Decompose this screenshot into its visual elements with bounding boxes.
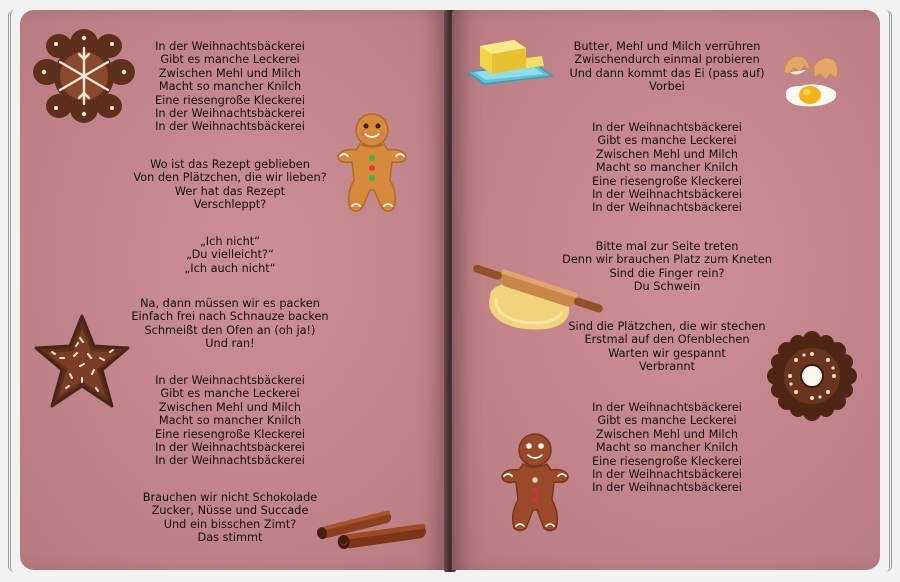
lyric-line: „Ich auch nicht“ xyxy=(184,261,276,275)
lyric-line: Gibt es manche Leckerei xyxy=(160,53,300,67)
chocolate-flower-cookie-icon xyxy=(766,330,858,422)
lyric-line: Und ein bisschen Zimt? xyxy=(163,517,297,531)
lyric-line: Erstmal auf den Ofenblechen xyxy=(584,333,750,347)
lyric-line: Verbrannt xyxy=(639,360,695,374)
lyric-line: „Du vielleicht?“ xyxy=(186,248,274,262)
lyric-line: Na, dann müssen wir es packen xyxy=(140,297,320,310)
lyric-line: In der Weihnachtsbäckerei xyxy=(155,107,305,121)
lyric-line: Bitte mal zur Seite treten xyxy=(595,240,739,253)
lyric-line: In der Weihnachtsbäckerei xyxy=(592,401,742,414)
lyric-line: In der Weihnachtsbäckerei xyxy=(155,40,305,53)
lyric-line: In der Weihnachtsbäckerei xyxy=(592,121,742,134)
lyric-line: „Ich nicht“ xyxy=(199,235,261,248)
lyric-line: Sind die Finger rein? xyxy=(609,266,725,280)
stanza-refrain xyxy=(567,121,767,215)
gingerbread-man-icon xyxy=(332,110,412,216)
lyric-line: Eine riesengroße Kleckerei xyxy=(154,427,306,441)
lyric-line: Einfach frei nach Schnauze backen xyxy=(131,310,329,324)
butter-icon xyxy=(464,32,556,92)
lyric-line: Macht so mancher Knilch xyxy=(158,414,302,428)
lyric-line: Du Schwein xyxy=(633,280,701,294)
lyric-line: Denn wir brauchen Platz zum Kneten xyxy=(562,253,772,267)
lyric-line: Zwischendurch einmal probieren xyxy=(574,53,760,67)
stanza-packen xyxy=(110,297,350,351)
lyric-line: Zwischen Mehl und Milch xyxy=(595,427,739,441)
lyric-line: Macht so mancher Knilch xyxy=(595,161,739,175)
lyric-line: In der Weihnachtsbäckerei xyxy=(592,481,742,495)
lyric-line: In der Weihnachtsbäckerei xyxy=(155,120,305,134)
lyric-line: Wo ist das Rezept geblieben xyxy=(150,158,310,171)
lyric-line: In der Weihnachtsbäckerei xyxy=(155,454,305,468)
gingerbread-man-icon xyxy=(496,430,574,534)
lyric-line: Schmeißt den Ofen an (oh ja!) xyxy=(144,323,316,337)
star-cookie-icon xyxy=(30,312,134,412)
lyric-line: Eine riesengroße Kleckerei xyxy=(591,454,743,468)
lyric-line: Sind die Plätzchen, die wir stechen xyxy=(568,320,766,333)
lyric-line: Eine riesengroße Kleckerei xyxy=(154,93,306,107)
lyric-line: In der Weihnachtsbäckerei xyxy=(592,188,742,202)
rolling-pin-dough-icon xyxy=(464,258,608,334)
lyric-line: Gibt es manche Leckerei xyxy=(597,414,737,428)
cinnamon-sticks-icon xyxy=(312,505,432,557)
stanza-refrain xyxy=(567,401,767,495)
lyric-line: Macht so mancher Knilch xyxy=(595,441,739,455)
lyric-line: In der Weihnachtsbäckerei xyxy=(155,374,305,387)
lyric-line: Zwischen Mehl und Milch xyxy=(158,66,302,80)
stanza-schokolade xyxy=(115,491,345,545)
lyric-line: Gibt es manche Leckerei xyxy=(160,387,300,401)
lyric-line: In der Weihnachtsbäckerei xyxy=(592,201,742,215)
lyric-line: Und dann kommt das Ei (pass auf) xyxy=(569,66,765,80)
stanza-butter xyxy=(542,40,792,94)
stanza-rezept xyxy=(110,158,350,212)
lyric-line: Wer hat das Rezept xyxy=(174,184,286,198)
lyric-line: Zwischen Mehl und Milch xyxy=(158,400,302,414)
left-page xyxy=(20,10,448,570)
cracked-egg-icon xyxy=(780,52,842,110)
lyric-line: Butter, Mehl und Milch verrühren xyxy=(573,40,761,53)
snowflake-cookie-icon xyxy=(30,28,138,124)
lyric-line: Warten wir gespannt xyxy=(608,346,726,360)
right-page xyxy=(452,10,880,570)
lyric-line: Vorbei xyxy=(649,80,685,94)
lyric-line: Eine riesengroße Kleckerei xyxy=(591,174,743,188)
lyric-line: Macht so mancher Knilch xyxy=(158,80,302,94)
lyric-line: Zwischen Mehl und Milch xyxy=(595,147,739,161)
lyric-line: Brauchen wir nicht Schokolade xyxy=(142,491,318,504)
lyric-line: Und ran! xyxy=(205,337,255,351)
stanza-refrain xyxy=(130,40,330,134)
lyric-line: Zucker, Nüsse und Succade xyxy=(151,504,309,518)
lyric-line: Von den Plätzchen, die wir lieben? xyxy=(133,171,327,185)
stanza-ich-nicht xyxy=(160,235,300,275)
stanza-refrain xyxy=(130,374,330,468)
lyric-line: In der Weihnachtsbäckerei xyxy=(155,441,305,455)
lyric-line: Verschleppt? xyxy=(193,198,267,212)
lyric-line: Gibt es manche Leckerei xyxy=(597,134,737,148)
lyric-line: Das stimmt xyxy=(197,531,263,545)
lyric-line: In der Weihnachtsbäckerei xyxy=(592,468,742,482)
